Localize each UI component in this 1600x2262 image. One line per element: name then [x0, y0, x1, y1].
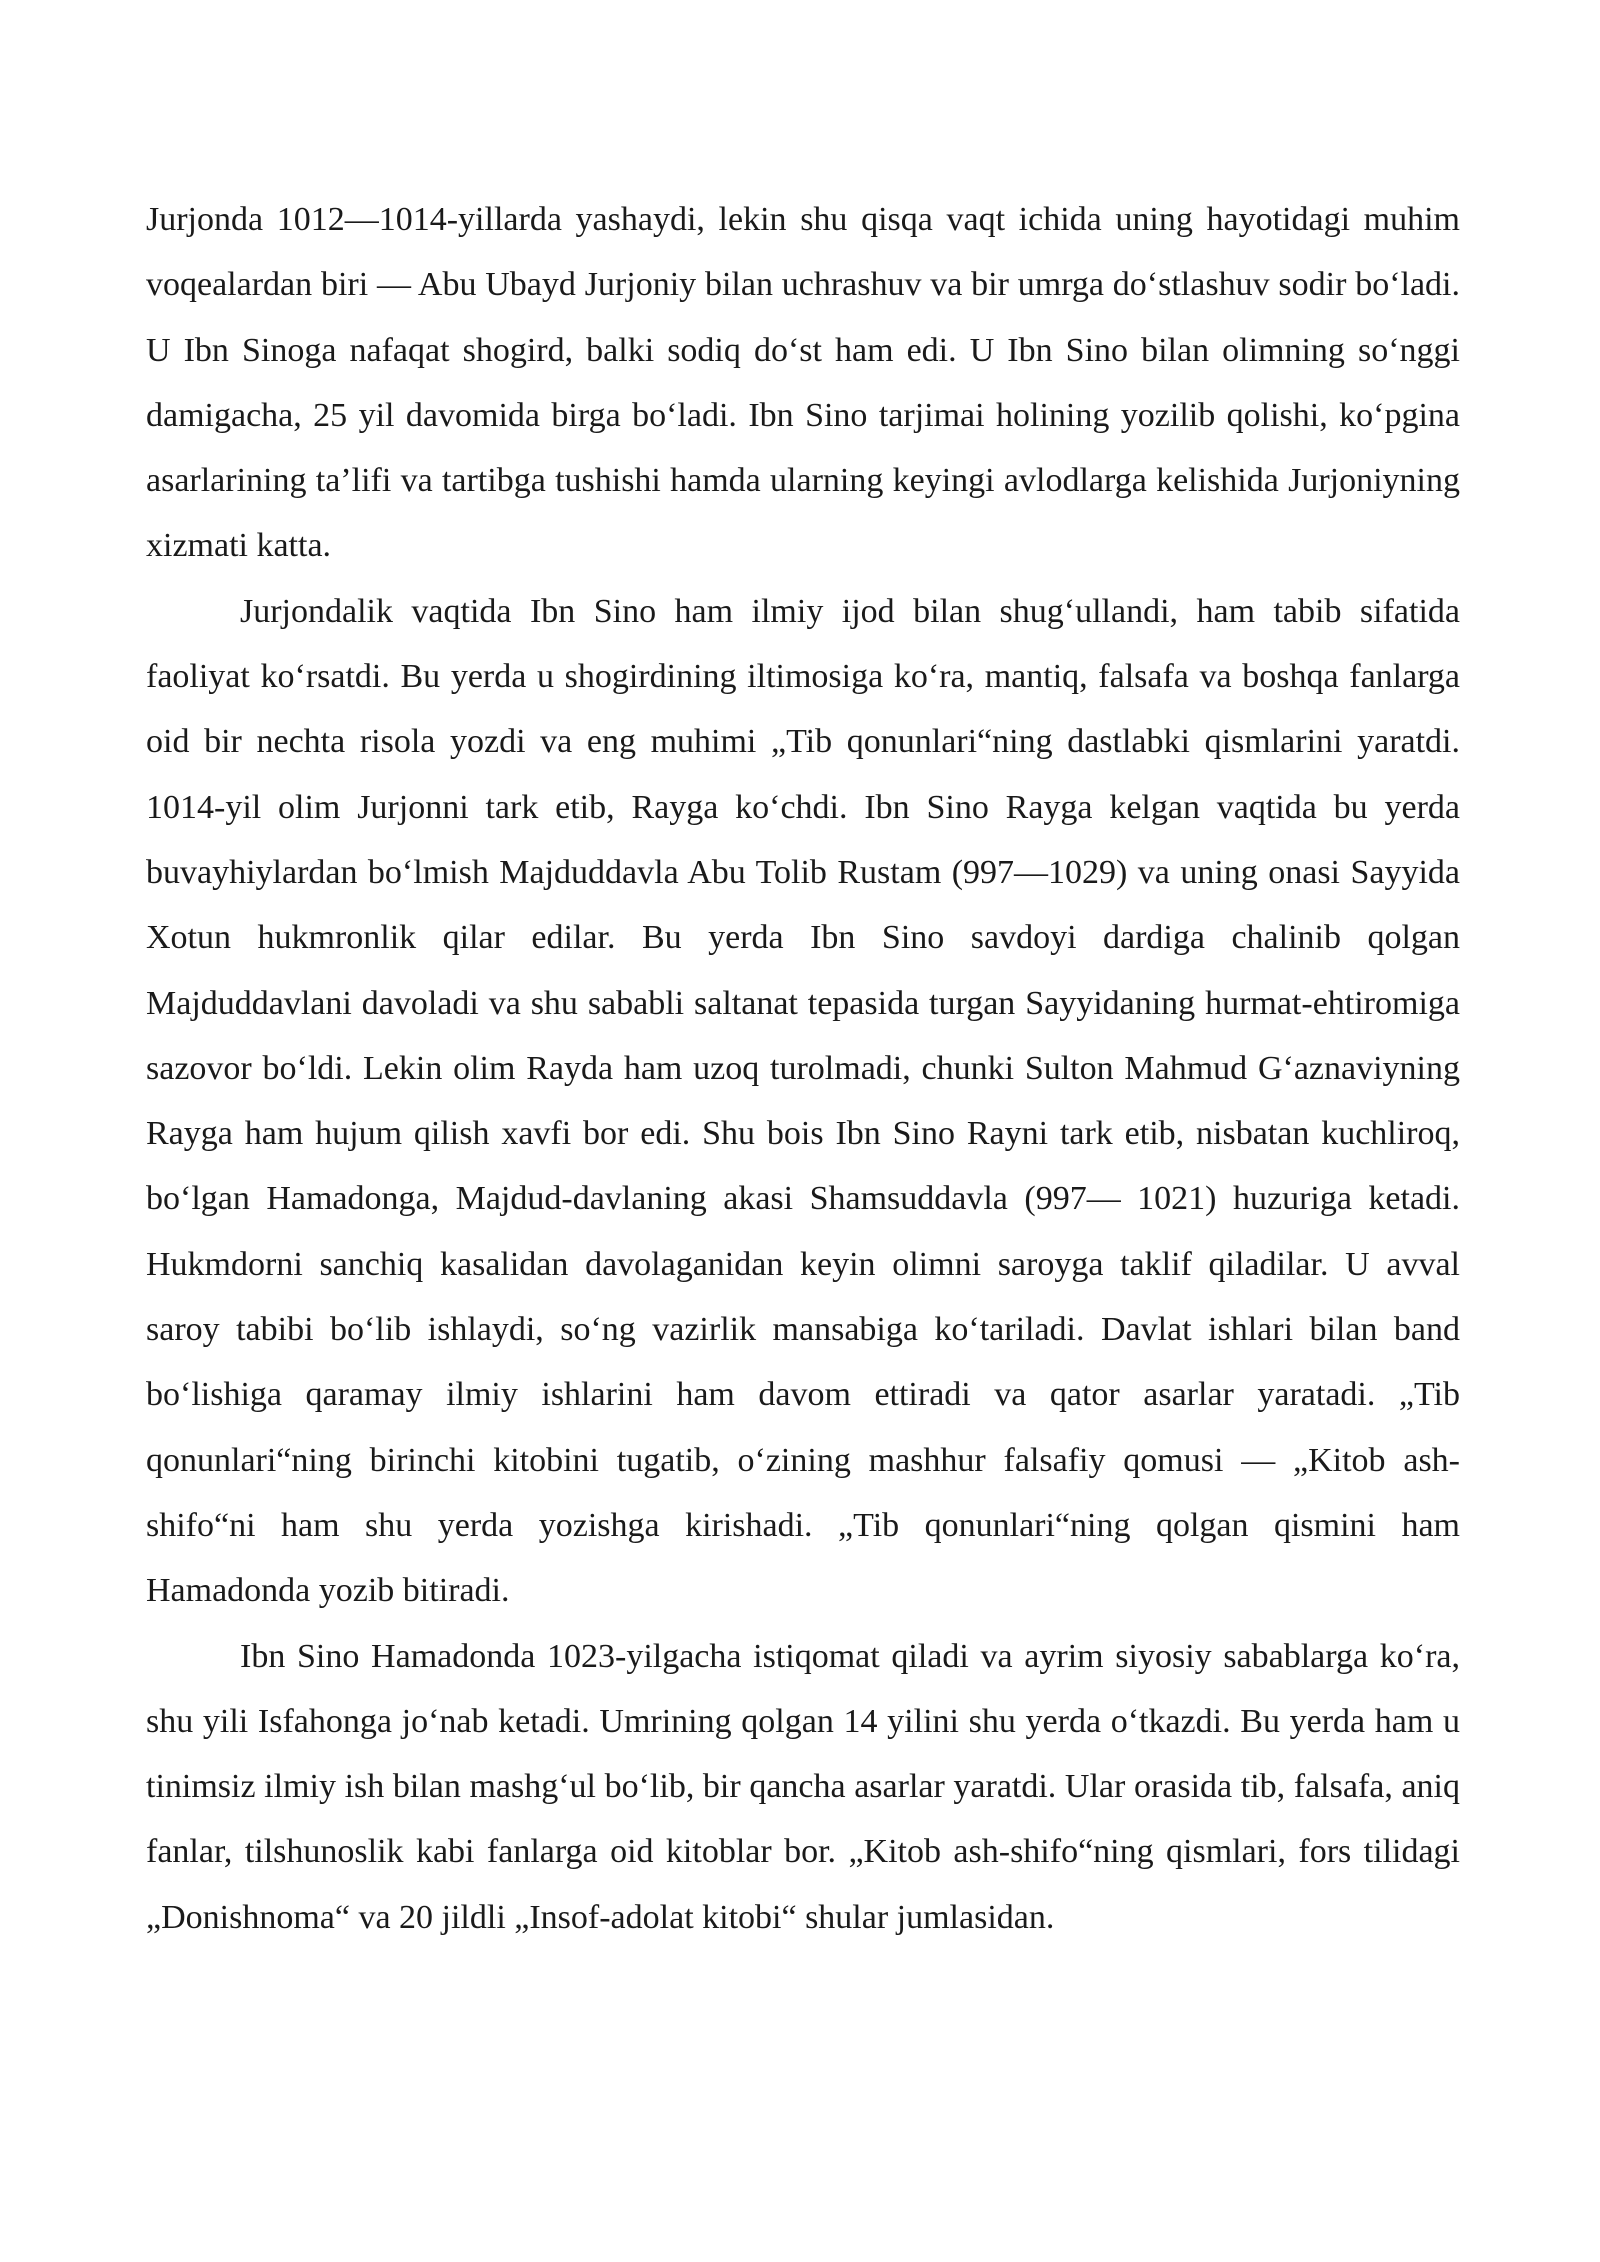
document-body	[146, 187, 1460, 1950]
paragraph-3: Ibn Sino Hamadonda 1023-yilgacha istiqomat qiladi va ayrim siyosiy sabablarga ko‘ra, shu yili Isfahonga jo‘nab ketadi. Umrining qolgan 14 yilini shu yerda o‘tkazdi. Bu yerda ham u tinimsiz ilmiy ish bilan mashg‘ul bo‘lib, bir qancha asarlar yaratdi. Ular orasida tib, falsafa, aniq fanlar, tilshunoslik kabi fanlarga oid kitoblar bor. „Kitob ash-shifo“ning qismlari, fors tilidagi „Donishnoma“ va 20 jildli „Insof-adolat kitobi“ shular jumlasidan.	[146, 1637, 1460, 1936]
paragraph-1: Jurjonda 1012—1014-yillarda yashaydi, lekin shu qisqa vaqt ichida uning hayotidagi muhim voqealardan biri — Abu Ubayd Jurjoniy bilan uchrashuv va bir umrga do‘stlashuv sodir bo‘ladi. U Ibn Sinoga nafaqat shogird, balki sodiq do‘st ham edi. U Ibn Sino bilan olimning so‘nggi damigacha, 25 yil davomida birga bo‘ladi. Ibn Sino tarjimai holining yozilib qolishi, ko‘pgina asarlarining ta’lifi va tartibga tushishi hamda ularning keyingi avlodlarga kelishida Jurjoniyning xizmati katta.	[146, 201, 1460, 565]
paragraph-2: Jurjondalik vaqtida Ibn Sino ham ilmiy ijod bilan shug‘ullandi, ham tabib sifatida faoliyat ko‘rsatdi. Bu yerda u shogirdining iltimosiga ko‘ra, mantiq, falsafa va boshqa fanlarga oid bir nechta risola yozdi va eng muhimi „Tib qonunlari“ning dastlabki qismlarini yaratdi. 1014-yil olim Jurjonni tark etib, Rayga ko‘chdi. Ibn Sino Rayga kelgan vaqtida bu yerda buvayhiylardan bo‘lmish Majduddavla Abu Tolib Rustam (997—1029) va uning onasi Sayyida Xotun hukmronlik qilar edilar. Bu yerda Ibn Sino savdoyi dardiga chalinib qolgan Majduddavlani davoladi va shu sababli saltanat tepasida turgan Sayyidaning hurmat-ehtiromiga sazovor bo‘ldi. Lekin olim Rayda ham uzoq turolmadi, chunki Sulton Mahmud G‘aznaviyning Rayga ham hujum qilish xavfi bor edi. Shu bois Ibn Sino Rayni tark etib, nisbatan kuchliroq, bo‘lgan Hamadonga, Majdud-davlaning akasi Shamsuddavla (997— 1021) huzuriga ketadi. Hukmdorni sanchiq kasalidan davolaganidan keyin olimni saroyga taklif qiladilar. U avval saroy tabibi bo‘lib ishlaydi, so‘ng vazirlik mansabiga ko‘tariladi. Davlat ishlari bilan band bo‘lishiga qaramay ilmiy ishlarini ham davom ettiradi va qator asarlar yaratadi. „Tib qonunlari“ning birinchi kitobini tugatib, o‘zining mashhur falsafiy qomusi — „Kitob ash-shifo“ni ham shu yerda yozishga kirishadi. „Tib qonunlari“ning qolgan qismini ham Hamadonda yozib bitiradi.	[146, 592, 1460, 1610]
